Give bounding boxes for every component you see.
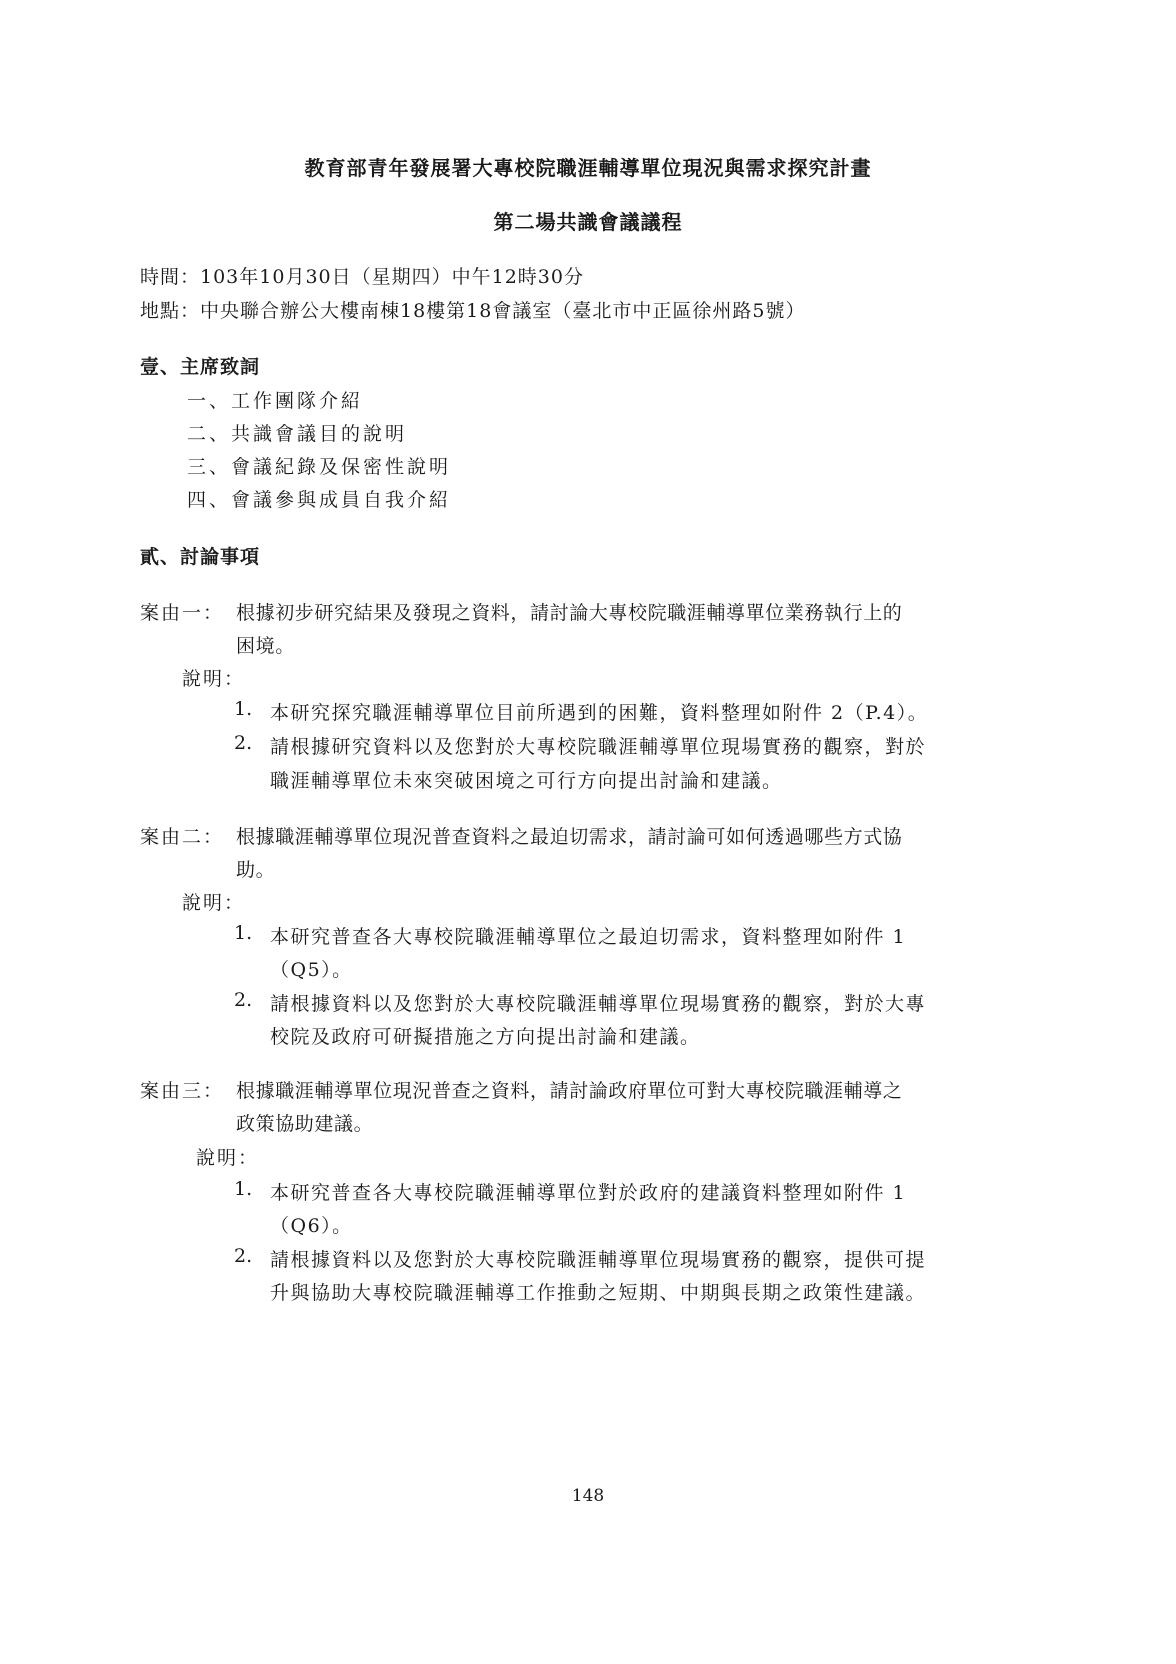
item-number: 1. (234, 922, 253, 944)
item-text: 校院及政府可研擬措施之方向提出討論和建議。 (270, 1026, 701, 1048)
item-text: （Q5）。 (270, 959, 353, 981)
agenda-item: 一、工作團隊介紹 (187, 390, 364, 412)
item-text: 本研究普查各大專校院職涯輔導單位之最迫切需求，資料整理如附件 1 (270, 926, 907, 948)
document-title: 教育部青年發展署大專校院職涯輔導單位現況與需求探究計畫 (304, 156, 872, 180)
agenda-item: 三、會議紀錄及保密性說明 (187, 456, 452, 478)
description-label: 說明： (182, 892, 246, 914)
description-label: 說明： (182, 668, 246, 690)
item-text: 請根據資料以及您對於大專校院職涯輔導單位現場實務的觀察，提供可提 (270, 1249, 927, 1271)
item-number: 2. (234, 989, 253, 1011)
page-number: 148 (571, 1486, 605, 1506)
case-text: 根據初步研究結果及發現之資料，請討論大專校院職涯輔導單位業務執行上的 (236, 602, 903, 624)
item-text: 請根據研究資料以及您對於大專校院職涯輔導單位現場實務的觀察，對於 (270, 736, 927, 758)
case-text: 政策協助建議。 (236, 1113, 374, 1135)
item-text: 請根據資料以及您對於大專校院職涯輔導單位現場實務的觀察，對於大專 (270, 993, 927, 1015)
document-subtitle: 第二場共識會議議程 (493, 210, 683, 234)
section-heading-chair-remarks: 壹、主席致詞 (140, 356, 261, 378)
agenda-item: 二、共識會議目的說明 (187, 423, 408, 445)
item-text: 本研究探究職涯輔導單位目前所遇到的困難，資料整理如附件 2（P.4）。 (270, 702, 929, 724)
item-text: 本研究普查各大專校院職涯輔導單位對於政府的建議資料整理如附件 1 (270, 1182, 907, 1204)
meeting-place: 地點：中央聯合辦公大樓南棟18樓第18會議室（臺北市中正區徐州路5號） (140, 300, 806, 322)
item-text: 升與協助大專校院職涯輔導工作推動之短期、中期與長期之政策性建議。 (270, 1282, 927, 1304)
item-text: （Q6）。 (270, 1215, 353, 1237)
agenda-item: 四、會議參與成員自我介紹 (187, 489, 452, 511)
item-text: 職涯輔導單位未來突破困境之可行方向提出討論和建議。 (270, 770, 783, 792)
section-heading-discussion: 貳、討論事項 (140, 546, 261, 568)
case-label: 案由三： (140, 1080, 225, 1102)
item-number: 1. (234, 698, 253, 720)
case-text: 助。 (236, 859, 276, 881)
case-label: 案由二： (140, 826, 225, 848)
case-text: 根據職涯輔導單位現況普查資料之最迫切需求，請討論可如何透過哪些方式協 (236, 826, 903, 848)
item-number: 2. (234, 1245, 253, 1267)
description-label: 說明： (196, 1147, 260, 1169)
case-text: 困境。 (236, 635, 295, 657)
case-text: 根據職涯輔導單位現況普查之資料，請討論政府單位可對大專校院職涯輔導之 (236, 1080, 903, 1102)
item-number: 2. (234, 732, 253, 754)
item-number: 1. (234, 1178, 253, 1200)
meeting-time: 時間：103年10月30日（星期四）中午12時30分 (140, 266, 584, 288)
case-label: 案由一： (140, 602, 225, 624)
